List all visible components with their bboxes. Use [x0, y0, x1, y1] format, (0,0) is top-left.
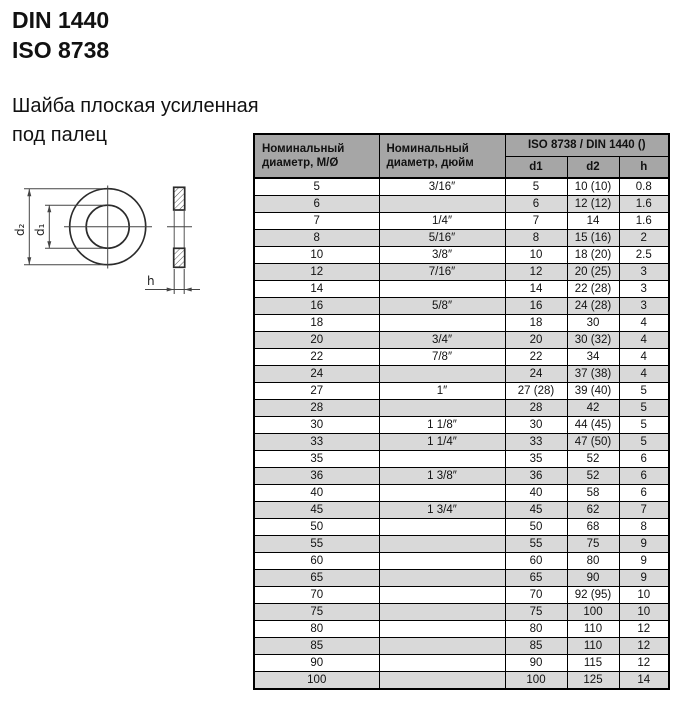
cell-m: 100	[254, 672, 379, 690]
cell-d2: 90	[567, 570, 619, 587]
cell-inch: 3/4″	[379, 332, 505, 349]
cell-h: 5	[619, 383, 669, 400]
cell-inch	[379, 400, 505, 417]
cell-inch	[379, 196, 505, 213]
cell-d2: 20 (25)	[567, 264, 619, 281]
cell-h: 6	[619, 468, 669, 485]
table-row	[254, 383, 669, 400]
cell-inch	[379, 519, 505, 536]
cell-d2: 115	[567, 655, 619, 672]
cell-m: 90	[254, 655, 379, 672]
cell-d1: 70	[505, 587, 567, 604]
table-body	[254, 178, 669, 689]
table-row	[254, 366, 669, 383]
cell-d1: 65	[505, 570, 567, 587]
cell-m: 5	[254, 178, 379, 196]
cell-d2: 10 (10)	[567, 178, 619, 196]
header-h: h	[619, 156, 669, 178]
cell-d1: 27 (28)	[505, 383, 567, 400]
table-row	[254, 196, 669, 213]
spec-table-container	[253, 133, 670, 690]
table-row	[254, 451, 669, 468]
table-row	[254, 638, 669, 655]
cell-inch	[379, 536, 505, 553]
cell-d1: 50	[505, 519, 567, 536]
cell-h: 2	[619, 230, 669, 247]
table-row	[254, 485, 669, 502]
cell-m: 36	[254, 468, 379, 485]
cell-d1: 16	[505, 298, 567, 315]
header-nominal-inch: Номинальный диаметр, дюйм	[379, 134, 505, 178]
standards-title	[12, 5, 109, 65]
cell-d2: 34	[567, 349, 619, 366]
cell-h: 1.6	[619, 196, 669, 213]
cell-d2: 39 (40)	[567, 383, 619, 400]
table-row	[254, 178, 669, 196]
cell-d2: 44 (45)	[567, 417, 619, 434]
cell-inch: 1 1/8″	[379, 417, 505, 434]
cell-d2: 22 (28)	[567, 281, 619, 298]
cell-d2: 100	[567, 604, 619, 621]
cell-d2: 30	[567, 315, 619, 332]
cell-d2: 58	[567, 485, 619, 502]
cell-h: 9	[619, 553, 669, 570]
cell-d2: 14	[567, 213, 619, 230]
standard-din: DIN 1440	[12, 7, 110, 33]
cell-h: 12	[619, 638, 669, 655]
cell-d2: 30 (32)	[567, 332, 619, 349]
cell-h: 1.6	[619, 213, 669, 230]
cell-d2: 62	[567, 502, 619, 519]
cell-inch	[379, 604, 505, 621]
table-row	[254, 281, 669, 298]
cell-d1: 5	[505, 178, 567, 196]
cell-h: 4	[619, 349, 669, 366]
table-row	[254, 400, 669, 417]
washer-side-view	[167, 187, 192, 267]
cell-m: 75	[254, 604, 379, 621]
cell-d1: 45	[505, 502, 567, 519]
cell-inch	[379, 451, 505, 468]
table-row	[254, 417, 669, 434]
washer-spec-table	[253, 133, 670, 690]
cell-d2: 12 (12)	[567, 196, 619, 213]
cell-d1: 14	[505, 281, 567, 298]
cell-m: 33	[254, 434, 379, 451]
cell-inch: 7/16″	[379, 264, 505, 281]
label-d2: d₂	[13, 223, 27, 236]
cell-inch	[379, 621, 505, 638]
cell-m: 45	[254, 502, 379, 519]
cell-d2: 110	[567, 638, 619, 655]
cell-h: 4	[619, 332, 669, 349]
cell-m: 22	[254, 349, 379, 366]
cell-d2: 80	[567, 553, 619, 570]
table-row	[254, 519, 669, 536]
header-nominal-metric: Номинальный диаметр, М/Ø	[254, 134, 379, 178]
cell-inch: 1 3/8″	[379, 468, 505, 485]
cell-d1: 75	[505, 604, 567, 621]
cell-h: 3	[619, 281, 669, 298]
table-row	[254, 553, 669, 570]
table-header	[254, 134, 669, 178]
cell-m: 27	[254, 383, 379, 400]
cell-m: 28	[254, 400, 379, 417]
cell-inch	[379, 570, 505, 587]
cell-m: 12	[254, 264, 379, 281]
cell-inch	[379, 366, 505, 383]
cell-m: 14	[254, 281, 379, 298]
cell-h: 5	[619, 434, 669, 451]
cell-d1: 30	[505, 417, 567, 434]
cell-d2: 24 (28)	[567, 298, 619, 315]
cell-h: 3	[619, 264, 669, 281]
cell-d2: 125	[567, 672, 619, 690]
cell-m: 35	[254, 451, 379, 468]
cell-d1: 100	[505, 672, 567, 690]
cell-h: 10	[619, 587, 669, 604]
cell-h: 9	[619, 536, 669, 553]
table-row	[254, 349, 669, 366]
washer-front-view	[64, 186, 152, 269]
cell-inch: 5/16″	[379, 230, 505, 247]
cell-d1: 33	[505, 434, 567, 451]
cell-inch: 3/16″	[379, 178, 505, 196]
cell-d2: 18 (20)	[567, 247, 619, 264]
cell-inch	[379, 638, 505, 655]
cell-h: 6	[619, 485, 669, 502]
cell-inch: 1 1/4″	[379, 434, 505, 451]
cell-d2: 68	[567, 519, 619, 536]
standard-iso: ISO 8738	[12, 37, 110, 63]
cell-h: 5	[619, 400, 669, 417]
cell-inch	[379, 485, 505, 502]
cell-d2: 52	[567, 468, 619, 485]
table-row	[254, 332, 669, 349]
cell-h: 3	[619, 298, 669, 315]
table-row	[254, 230, 669, 247]
label-h: h	[147, 274, 155, 288]
cell-d2: 110	[567, 621, 619, 638]
cell-h: 5	[619, 417, 669, 434]
cell-inch: 1 3/4″	[379, 502, 505, 519]
cell-inch: 1/4″	[379, 213, 505, 230]
table-row	[254, 570, 669, 587]
cell-inch: 5/8″	[379, 298, 505, 315]
cell-h: 6	[619, 451, 669, 468]
cell-m: 24	[254, 366, 379, 383]
cell-d1: 28	[505, 400, 567, 417]
cell-h: 0.8	[619, 178, 669, 196]
dimension-h	[145, 269, 200, 294]
cell-d1: 12	[505, 264, 567, 281]
table-row	[254, 655, 669, 672]
cell-d2: 37 (38)	[567, 366, 619, 383]
cell-d1: 6	[505, 196, 567, 213]
cell-m: 16	[254, 298, 379, 315]
cell-d1: 60	[505, 553, 567, 570]
cell-m: 40	[254, 485, 379, 502]
cell-d1: 85	[505, 638, 567, 655]
cell-inch	[379, 672, 505, 690]
cell-m: 7	[254, 213, 379, 230]
table-row	[254, 468, 669, 485]
table-row	[254, 621, 669, 638]
label-d1: d₁	[33, 223, 47, 236]
cell-d1: 7	[505, 213, 567, 230]
cell-d1: 20	[505, 332, 567, 349]
cell-d1: 40	[505, 485, 567, 502]
subtitle-line-1: Шайба плоская усиленная	[12, 95, 259, 117]
cell-m: 18	[254, 315, 379, 332]
cell-d1: 35	[505, 451, 567, 468]
cell-inch	[379, 281, 505, 298]
cell-h: 7	[619, 502, 669, 519]
table-row	[254, 247, 669, 264]
cell-m: 65	[254, 570, 379, 587]
product-subtitle	[12, 92, 259, 150]
table-row	[254, 604, 669, 621]
cell-d1: 90	[505, 655, 567, 672]
cell-d2: 42	[567, 400, 619, 417]
cell-d2: 15 (16)	[567, 230, 619, 247]
cell-h: 4	[619, 315, 669, 332]
cell-d1: 36	[505, 468, 567, 485]
header-d1: d1	[505, 156, 567, 178]
cell-inch: 7/8″	[379, 349, 505, 366]
cell-inch	[379, 315, 505, 332]
cell-m: 20	[254, 332, 379, 349]
cell-h: 12	[619, 621, 669, 638]
table-row	[254, 536, 669, 553]
table-row	[254, 264, 669, 281]
table-row	[254, 502, 669, 519]
cell-h: 9	[619, 570, 669, 587]
cell-d1: 80	[505, 621, 567, 638]
cell-m: 80	[254, 621, 379, 638]
cell-m: 55	[254, 536, 379, 553]
cell-inch	[379, 587, 505, 604]
cell-d1: 24	[505, 366, 567, 383]
cell-inch: 3/8″	[379, 247, 505, 264]
cell-h: 14	[619, 672, 669, 690]
cell-m: 50	[254, 519, 379, 536]
table-row	[254, 315, 669, 332]
cell-m: 70	[254, 587, 379, 604]
cell-d1: 10	[505, 247, 567, 264]
cell-d1: 22	[505, 349, 567, 366]
cell-m: 60	[254, 553, 379, 570]
cell-h: 2.5	[619, 247, 669, 264]
table-row	[254, 213, 669, 230]
cell-d1: 18	[505, 315, 567, 332]
header-standard-group: ISO 8738 / DIN 1440 ()	[505, 134, 669, 156]
cell-h: 8	[619, 519, 669, 536]
cell-d2: 52	[567, 451, 619, 468]
cell-m: 6	[254, 196, 379, 213]
subtitle-line-2: под палец	[12, 124, 107, 146]
cell-m: 85	[254, 638, 379, 655]
table-row	[254, 587, 669, 604]
cell-d2: 92 (95)	[567, 587, 619, 604]
cell-d2: 47 (50)	[567, 434, 619, 451]
cell-d2: 75	[567, 536, 619, 553]
cell-m: 30	[254, 417, 379, 434]
cell-d1: 55	[505, 536, 567, 553]
table-row	[254, 298, 669, 315]
washer-drawing	[10, 175, 220, 305]
cell-inch	[379, 655, 505, 672]
cell-d1: 8	[505, 230, 567, 247]
cell-h: 4	[619, 366, 669, 383]
cell-h: 12	[619, 655, 669, 672]
cell-inch: 1″	[379, 383, 505, 400]
cell-h: 10	[619, 604, 669, 621]
cell-inch	[379, 553, 505, 570]
cell-m: 8	[254, 230, 379, 247]
table-row	[254, 672, 669, 690]
table-row	[254, 434, 669, 451]
cell-m: 10	[254, 247, 379, 264]
header-d2: d2	[567, 156, 619, 178]
